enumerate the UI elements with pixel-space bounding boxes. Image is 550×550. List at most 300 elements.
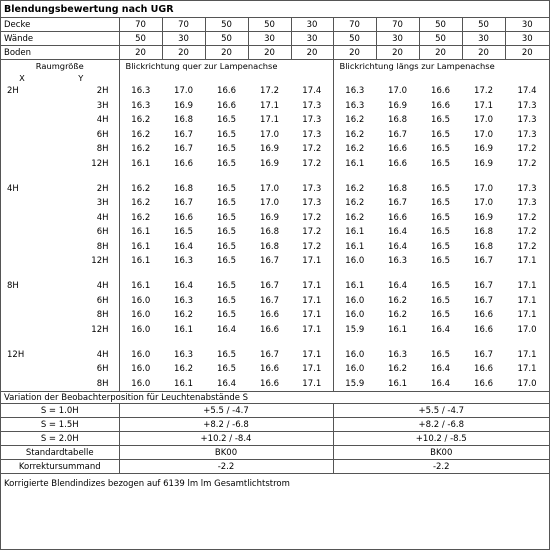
- room-y-cell: 6H: [43, 362, 119, 377]
- ugr-cross-value: 16.3: [174, 295, 193, 306]
- ugr-long-value: 16.6: [388, 144, 407, 154]
- reflectance-value: 20: [291, 46, 333, 60]
- variation-label: Standardtabelle: [1, 446, 119, 460]
- variation-long-value: +5.5 / -4.7: [333, 404, 549, 418]
- variation-label: S = 2.0H: [1, 432, 119, 446]
- ugr-cross-value: 16.2: [131, 129, 151, 140]
- ugr-long-value: 16.2: [345, 183, 365, 194]
- ugr-cross-value: 16.5: [217, 256, 236, 266]
- ugr-long-value: 16.2: [345, 115, 365, 125]
- ugr-cross-value: 16.8: [260, 227, 279, 237]
- room-x-cell: [1, 113, 43, 128]
- ugr-cross-value: 16.2: [131, 212, 151, 223]
- variation-cross-value: BK00: [119, 446, 333, 460]
- table-row: [1, 279, 549, 294]
- ugr-long-value: 17.4: [517, 86, 537, 96]
- reflectance-value: 20: [248, 46, 291, 60]
- ugr-long-value: 15.9: [345, 378, 365, 389]
- ugr-long-value: 16.1: [388, 324, 407, 335]
- reflectance-value: 50: [333, 32, 376, 46]
- ugr-long-value: 16.0: [345, 349, 365, 360]
- room-x-cell: [1, 308, 43, 323]
- ugr-cross-value: 17.1: [291, 323, 333, 338]
- ugr-long-value: 16.9: [474, 212, 493, 223]
- ugr-long-value: 16.6: [474, 378, 493, 389]
- table-row: [1, 377, 549, 392]
- ugr-cross-value: 16.5: [217, 144, 236, 154]
- variation-cross-value: -2.2: [119, 460, 333, 474]
- room-x-cell: 8H: [7, 281, 19, 291]
- room-y-cell: 12H: [43, 157, 119, 172]
- room-size-label: Raumgröße: [1, 60, 119, 73]
- ugr-cross-value: 17.3: [291, 113, 333, 128]
- ugr-long-value: 16.8: [388, 115, 407, 125]
- ugr-cross-value: 17.2: [291, 142, 333, 157]
- ugr-cross-value: 16.7: [260, 295, 279, 306]
- ugr-cross-value: 16.7: [260, 281, 279, 291]
- reflectance-value: 20: [505, 46, 549, 60]
- ugr-cross-value: 16.4: [217, 324, 236, 335]
- ugr-cross-value: 16.2: [131, 115, 151, 125]
- ugr-long-value: 16.7: [388, 129, 407, 140]
- ugr-long-value: 16.2: [345, 212, 365, 223]
- ugr-long-value: 16.3: [345, 100, 365, 111]
- room-y-cell: 12H: [43, 254, 119, 269]
- ugr-cross-value: 16.7: [174, 198, 193, 208]
- reflectance-value: 30: [505, 18, 549, 32]
- ugr-cross-value: 16.2: [131, 144, 151, 154]
- ugr-cross-value: 16.6: [217, 86, 236, 96]
- reflectance-value: 50: [248, 18, 291, 32]
- ugr-cross-value: 16.4: [174, 281, 193, 291]
- spacer-cell: [1, 337, 119, 348]
- ugr-cross-value: 17.0: [260, 183, 279, 194]
- reflectance-label: Boden: [1, 46, 119, 60]
- ugr-cross-value: 16.8: [174, 115, 193, 125]
- variation-table: [1, 404, 549, 474]
- variation-cross-value: +10.2 / -8.4: [119, 432, 333, 446]
- ugr-long-value: 17.3: [517, 115, 537, 125]
- ugr-long-value: 17.1: [517, 310, 537, 320]
- variation-long-value: BK00: [333, 446, 549, 460]
- ugr-long-value: 16.2: [388, 310, 407, 320]
- ugr-long-value: 16.1: [345, 281, 365, 291]
- reflectance-value: 50: [119, 32, 162, 46]
- ugr-long-value: 16.3: [345, 86, 365, 96]
- ugr-cross-value: 17.1: [260, 115, 279, 125]
- ugr-cross-value: 17.3: [291, 128, 333, 143]
- reflectance-value: 70: [162, 18, 205, 32]
- reflectance-value: 20: [376, 46, 419, 60]
- reflectance-value: 50: [419, 32, 462, 46]
- room-x-cell: [1, 211, 43, 226]
- variation-row: [1, 446, 549, 460]
- ugr-cross-value: 16.4: [174, 241, 193, 252]
- ugr-long-value: 16.4: [431, 378, 450, 389]
- ugr-long-value: 17.1: [517, 256, 537, 266]
- variation-long-value: +8.2 / -6.8: [333, 418, 549, 432]
- ugr-cross-value: 16.7: [174, 129, 193, 140]
- ugr-cross-value: 16.1: [174, 378, 193, 389]
- variation-label: S = 1.0H: [1, 404, 119, 418]
- ugr-long-value: 16.0: [345, 295, 365, 306]
- variation-long-value: -2.2: [333, 460, 549, 474]
- variation-row: [1, 432, 549, 446]
- reflectance-value: 30: [291, 32, 333, 46]
- ugr-long-value: 16.5: [431, 295, 450, 306]
- ugr-cross-value: 16.5: [217, 198, 236, 208]
- ugr-cross-value: 16.6: [260, 324, 279, 335]
- ugr-long-value: 16.2: [345, 129, 365, 140]
- ugr-long-value: 17.1: [517, 281, 537, 291]
- ugr-long-value: 16.2: [388, 295, 407, 306]
- ugr-cross-value: 16.0: [131, 349, 151, 360]
- group-spacer: [1, 337, 549, 348]
- table-row: [1, 128, 549, 143]
- ugr-cross-value: 17.0: [174, 86, 193, 96]
- ugr-long-value: 16.1: [388, 378, 407, 389]
- reflectance-value: 50: [419, 18, 462, 32]
- ugr-long-value: 16.7: [474, 295, 493, 306]
- table-row: [1, 308, 549, 323]
- ugr-cross-value: 16.1: [131, 256, 151, 266]
- room-x-cell: [1, 128, 43, 143]
- room-y-cell: 6H: [43, 294, 119, 309]
- ugr-long-value: 16.6: [431, 86, 450, 96]
- ugr-cross-value: 16.6: [260, 364, 279, 374]
- table-row: [1, 142, 549, 157]
- ugr-long-value: 16.6: [388, 212, 407, 223]
- reflectance-value: 30: [162, 32, 205, 46]
- ugr-long-value: 16.3: [388, 256, 407, 266]
- ugr-long-value: 16.6: [474, 324, 493, 335]
- ugr-long-value: 15.9: [345, 324, 365, 335]
- ugr-long-value: 17.0: [517, 324, 537, 335]
- ugr-long-value: 16.9: [474, 144, 493, 154]
- reflectance-value: 20: [205, 46, 248, 60]
- ugr-cross-value: 16.8: [260, 241, 279, 252]
- room-y-cell: 4H: [43, 211, 119, 226]
- ugr-cross-value: 16.0: [131, 378, 151, 389]
- ugr-cross-value: 16.5: [217, 241, 236, 252]
- ugr-cross-value: 16.5: [217, 281, 236, 291]
- ugr-long-value: 16.2: [345, 144, 365, 154]
- ugr-cross-value: 16.3: [131, 100, 151, 111]
- ugr-cross-value: 16.1: [131, 227, 151, 237]
- ugr-long-value: 16.1: [345, 241, 365, 252]
- ugr-cross-value: 16.5: [217, 129, 236, 140]
- variation-cross-value: +8.2 / -6.8: [119, 418, 333, 432]
- ugr-long-value: 16.5: [431, 256, 450, 266]
- ugr-long-value: 16.7: [474, 281, 493, 291]
- ugr-cross-value: 17.1: [291, 294, 333, 309]
- reflectance-value: 30: [248, 32, 291, 46]
- ugr-long-value: 16.5: [431, 310, 450, 320]
- ugr-long-value: 16.0: [345, 364, 365, 374]
- ugr-long-value: 16.7: [388, 198, 407, 208]
- ugr-cross-value: 16.7: [260, 349, 279, 360]
- reflectance-value: 50: [205, 18, 248, 32]
- ugr-cross-value: 16.0: [131, 364, 151, 374]
- ugr-long-value: 17.2: [517, 227, 537, 237]
- reflectance-value: 30: [291, 18, 333, 32]
- room-x-cell: [1, 362, 43, 377]
- ugr-long-value: 17.0: [474, 129, 493, 140]
- table-row: [1, 362, 549, 377]
- ugr-cross-value: 16.5: [217, 227, 236, 237]
- reflectance-row: [1, 32, 549, 46]
- page-title: Blendungsbewertung nach UGR: [1, 1, 549, 18]
- ugr-long-value: 16.8: [474, 241, 493, 252]
- ugr-cross-value: 16.3: [174, 349, 193, 360]
- ugr-cross-value: 16.5: [217, 115, 236, 125]
- room-y-cell: 8H: [43, 377, 119, 392]
- xy-header-row: [1, 72, 549, 84]
- table-row: [1, 240, 549, 255]
- ugr-long-value: 17.3: [517, 183, 537, 194]
- ugr-cross-value: 16.2: [174, 364, 193, 374]
- reflectance-value: 70: [333, 18, 376, 32]
- ugr-cross-value: 16.8: [174, 183, 193, 194]
- room-y-cell: 8H: [43, 240, 119, 255]
- table-row: [1, 84, 549, 99]
- ugr-cross-value: 16.2: [174, 310, 193, 320]
- ugr-long-value: 16.6: [388, 158, 407, 169]
- table-row: [1, 196, 549, 211]
- ugr-long-value: 16.8: [474, 227, 493, 237]
- ugr-cross-value: 17.3: [291, 99, 333, 114]
- ugr-cross-value: 17.1: [291, 254, 333, 269]
- empty-cell: [119, 72, 333, 84]
- table-row: [1, 254, 549, 269]
- table-row: [1, 182, 549, 197]
- reflectance-value: 30: [462, 32, 505, 46]
- variation-title: Variation der Beobachterposition für Leuchtenabstände S: [1, 391, 549, 404]
- ugr-long-value: 17.2: [517, 241, 537, 252]
- reflectance-label: Wände: [1, 32, 119, 46]
- room-y-cell: 8H: [43, 308, 119, 323]
- ugr-cross-value: 17.2: [291, 157, 333, 172]
- ugr-long-value: 17.2: [474, 86, 493, 96]
- room-x-cell: [1, 294, 43, 309]
- reflectance-value: 20: [333, 46, 376, 60]
- room-y-cell: 6H: [43, 128, 119, 143]
- reflectance-value: 30: [505, 32, 549, 46]
- ugr-long-value: 16.6: [431, 100, 450, 111]
- reflectance-label: Decke: [1, 18, 119, 32]
- group-spacer: [1, 269, 549, 280]
- ugr-cross-value: 16.1: [131, 281, 151, 291]
- ugr-long-value: 16.5: [431, 281, 450, 291]
- room-size-header-row: [1, 60, 549, 73]
- reflectance-value: 20: [119, 46, 162, 60]
- ugr-long-value: 16.5: [431, 198, 450, 208]
- reflectance-value: 70: [376, 18, 419, 32]
- ugr-long-value: 16.5: [431, 115, 450, 125]
- ugr-cross-value: 16.6: [217, 100, 236, 111]
- ugr-long-value: 16.8: [388, 183, 407, 194]
- ugr-cross-value: 16.1: [174, 324, 193, 335]
- ugr-long-value: 16.5: [431, 183, 450, 194]
- ugr-cross-value: 16.9: [260, 158, 279, 169]
- reflectance-value: 30: [376, 32, 419, 46]
- table-row: [1, 113, 549, 128]
- ugr-long-value: 17.1: [517, 295, 537, 306]
- ugr-long-value: 17.3: [517, 100, 537, 111]
- ugr-cross-value: 16.9: [174, 100, 193, 111]
- ugr-cross-value: 17.0: [260, 198, 279, 208]
- reflectance-value: 20: [162, 46, 205, 60]
- ugr-cross-value: 16.6: [174, 158, 193, 169]
- ugr-cross-value: 16.4: [217, 378, 236, 389]
- ugr-cross-value: 16.3: [174, 256, 193, 266]
- ugr-long-value: 16.7: [474, 349, 493, 360]
- ugr-cross-value: 16.2: [131, 183, 151, 194]
- reflectance-value: 50: [462, 18, 505, 32]
- ugr-long-value: 16.4: [388, 241, 407, 252]
- ugr-table: [1, 18, 549, 391]
- ugr-long-value: 17.0: [517, 378, 537, 389]
- room-y-cell: 8H: [43, 142, 119, 157]
- ugr-cross-value: 17.1: [291, 362, 333, 377]
- ugr-long-value: 16.5: [431, 349, 450, 360]
- ugr-cross-value: 16.7: [260, 256, 279, 266]
- ugr-cross-value: 16.0: [131, 324, 151, 335]
- footer-note: Korrigierte Blendindizes bezogen auf 6139 lm lm Gesamtlichtstrom: [4, 479, 290, 489]
- room-x-cell: [1, 377, 43, 392]
- room-x-cell: 2H: [7, 86, 19, 96]
- reflectance-row: [1, 18, 549, 32]
- spacer-cell: [119, 337, 333, 348]
- ugr-cross-value: 16.3: [131, 86, 151, 96]
- variation-row: [1, 460, 549, 474]
- ugr-cross-value: 17.1: [291, 279, 333, 294]
- ugr-cross-value: 17.1: [291, 308, 333, 323]
- y-axis-label: Y: [43, 72, 119, 84]
- ugr-cross-value: 16.5: [217, 158, 236, 169]
- spacer-cell: [333, 337, 549, 348]
- room-x-cell: [1, 225, 43, 240]
- table-row: [1, 294, 549, 309]
- ugr-cross-value: 16.5: [217, 183, 236, 194]
- ugr-long-value: 16.9: [388, 100, 407, 111]
- room-x-cell: [1, 240, 43, 255]
- ugr-long-value: 16.4: [388, 227, 407, 237]
- room-y-cell: 6H: [43, 225, 119, 240]
- room-x-cell: [1, 196, 43, 211]
- empty-cell: [333, 72, 549, 84]
- ugr-long-value: 16.4: [388, 281, 407, 291]
- room-y-cell: 2H: [43, 84, 119, 99]
- ugr-cross-value: 16.7: [174, 144, 193, 154]
- room-y-cell: 4H: [43, 113, 119, 128]
- room-y-cell: 3H: [43, 99, 119, 114]
- ugr-long-value: 17.1: [517, 364, 537, 374]
- ugr-cross-value: 16.6: [174, 212, 193, 223]
- variation-label: S = 1.5H: [1, 418, 119, 432]
- ugr-cross-value: 17.2: [260, 86, 279, 96]
- room-y-cell: 12H: [43, 323, 119, 338]
- ugr-cross-value: 17.4: [291, 84, 333, 99]
- ugr-long-value: 16.5: [431, 241, 450, 252]
- ugr-cross-value: 16.5: [217, 364, 236, 374]
- ugr-cross-value: 17.1: [291, 377, 333, 392]
- table-row: [1, 157, 549, 172]
- ugr-cross-value: 16.5: [217, 349, 236, 360]
- ugr-cross-value: 16.5: [217, 295, 236, 306]
- room-y-cell: 4H: [43, 348, 119, 363]
- variation-label: Korrektursummand: [1, 460, 119, 474]
- reflectance-value: 20: [462, 46, 505, 60]
- reflectance-value: 70: [119, 18, 162, 32]
- ugr-long-value: 16.1: [345, 227, 365, 237]
- ugr-cross-value: 16.0: [131, 295, 151, 306]
- ugr-cross-value: 16.2: [131, 198, 151, 208]
- ugr-long-value: 17.3: [517, 129, 537, 140]
- ugr-long-value: 17.0: [388, 86, 407, 96]
- ugr-long-value: 17.1: [474, 100, 493, 111]
- ugr-long-value: 16.7: [474, 256, 493, 266]
- ugr-cross-value: 17.3: [291, 196, 333, 211]
- reflectance-value: 50: [205, 32, 248, 46]
- spacer-cell: [333, 269, 549, 280]
- ugr-long-value: 16.6: [474, 310, 493, 320]
- ugr-cross-value: 17.1: [260, 100, 279, 111]
- direction-long-label: Blickrichtung längs zur Lampenachse: [339, 61, 495, 71]
- ugr-cross-value: 16.1: [131, 158, 151, 169]
- ugr-cross-value: 16.5: [217, 310, 236, 320]
- table-row: [1, 211, 549, 226]
- room-x-cell: 4H: [7, 183, 19, 194]
- ugr-cross-value: 16.6: [260, 310, 279, 320]
- variation-cross-value: +5.5 / -4.7: [119, 404, 333, 418]
- ugr-long-value: 16.5: [431, 227, 450, 237]
- ugr-cross-value: 16.9: [260, 144, 279, 154]
- reflectance-row: [1, 46, 549, 60]
- table-row: [1, 348, 549, 363]
- direction-cross-label: Blickrichtung quer zur Lampenachse: [119, 60, 333, 73]
- ugr-long-value: 17.0: [474, 115, 493, 125]
- ugr-long-value: 16.0: [345, 310, 365, 320]
- ugr-long-value: 16.2: [345, 198, 365, 208]
- room-x-cell: [1, 254, 43, 269]
- spacer-cell: [119, 269, 333, 280]
- reflectance-value: 20: [419, 46, 462, 60]
- table-row: [1, 225, 549, 240]
- ugr-cross-value: 16.5: [217, 212, 236, 223]
- variation-row: [1, 418, 549, 432]
- ugr-long-value: 16.9: [474, 158, 493, 169]
- x-axis-label: X: [19, 73, 25, 83]
- spacer-cell: [1, 171, 119, 182]
- ugr-cross-value: 16.9: [260, 212, 279, 223]
- room-x-cell: 12H: [7, 349, 25, 360]
- room-x-cell: [1, 323, 43, 338]
- group-spacer: [1, 171, 549, 182]
- spacer-cell: [1, 269, 119, 280]
- ugr-cross-value: 16.5: [174, 227, 193, 237]
- ugr-long-value: 16.5: [431, 129, 450, 140]
- ugr-long-value: 16.2: [388, 364, 407, 374]
- ugr-long-value: 17.2: [517, 212, 537, 223]
- table-row: [1, 99, 549, 114]
- ugr-cross-value: 17.3: [291, 182, 333, 197]
- variation-long-value: +10.2 / -8.5: [333, 432, 549, 446]
- ugr-long-value: 16.5: [431, 144, 450, 154]
- ugr-cross-value: 16.1: [131, 241, 151, 252]
- ugr-long-value: 16.0: [345, 256, 365, 266]
- ugr-cross-value: 17.2: [291, 240, 333, 255]
